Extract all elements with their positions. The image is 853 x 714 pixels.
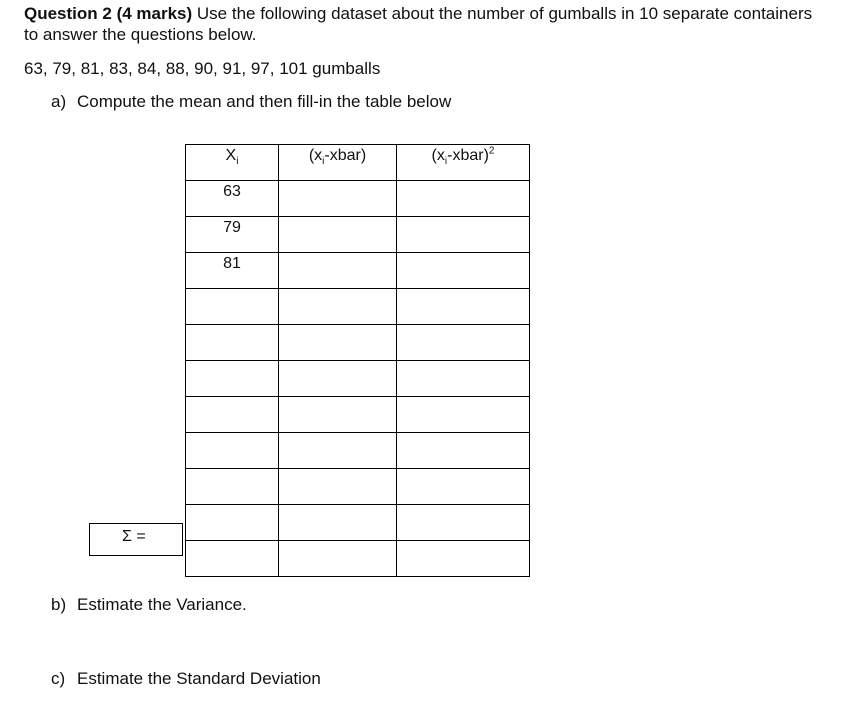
question-heading: Question 2 (4 marks) (24, 4, 193, 23)
table-header-row (186, 145, 530, 181)
squared-deviation-cell (397, 361, 530, 397)
part-b-label: b) (51, 595, 67, 614)
deviation-cell (279, 253, 397, 289)
part-b (51, 594, 247, 615)
table-row (186, 325, 530, 361)
header-deviation: $(x_i-xbar)$ (279, 145, 397, 181)
deviation-table (185, 144, 530, 577)
deviation-cell (279, 217, 397, 253)
xi-cell: 81 (186, 253, 279, 289)
table-row (186, 505, 530, 541)
part-c-text: Estimate the Standard Deviation (77, 669, 321, 688)
table-row (186, 361, 530, 397)
table-row (186, 181, 530, 217)
dataset-values: 63, 79, 81, 83, 84, 88, 90, 91, 97, 101 gumballs (24, 59, 381, 78)
sum-xi-cell (186, 541, 279, 577)
xi-cell (186, 325, 279, 361)
squared-deviation-cell (397, 469, 530, 505)
table-row (186, 433, 530, 469)
part-a-label: a) (51, 92, 67, 111)
deviation-cell (279, 397, 397, 433)
part-a (51, 91, 451, 112)
sum-squared-deviation-cell (397, 541, 530, 577)
xi-cell (186, 505, 279, 541)
deviation-cell (279, 433, 397, 469)
deviation-cell (279, 325, 397, 361)
header-squared-deviation: $(x_i-xbar)^2$ (397, 145, 530, 181)
xi-cell: 79 (186, 217, 279, 253)
table-row (186, 469, 530, 505)
question-prompt (24, 3, 824, 45)
deviation-cell (279, 181, 397, 217)
xi-cell (186, 361, 279, 397)
sum-row (186, 541, 530, 577)
table-row (186, 397, 530, 433)
part-a-text: Compute the mean and then fill-in the table below (77, 92, 452, 111)
squared-deviation-cell (397, 253, 530, 289)
deviation-cell (279, 289, 397, 325)
xi-cell (186, 469, 279, 505)
squared-deviation-cell (397, 325, 530, 361)
squared-deviation-cell (397, 397, 530, 433)
part-c-label: c) (51, 669, 66, 688)
table-row (186, 253, 530, 289)
deviation-cell (279, 469, 397, 505)
xi-cell (186, 433, 279, 469)
sum-label-cell (89, 523, 183, 556)
squared-deviation-cell (397, 505, 530, 541)
table-row (186, 217, 530, 253)
deviation-cell (279, 505, 397, 541)
sum-label: Σ = (122, 528, 146, 545)
xi-cell (186, 289, 279, 325)
part-b-text: Estimate the Variance. (77, 595, 247, 614)
header-xi: $X_i$ (186, 145, 279, 181)
sum-deviation-cell (279, 541, 397, 577)
squared-deviation-cell (397, 433, 530, 469)
squared-deviation-cell (397, 181, 530, 217)
question-text: Use the following dataset about the number of gumballs in 10 separate containers to answer the questions below. (24, 4, 813, 44)
squared-deviation-cell (397, 217, 530, 253)
xi-cell: 63 (186, 181, 279, 217)
deviation-cell (279, 361, 397, 397)
table-row (186, 289, 530, 325)
xi-cell (186, 397, 279, 433)
part-c (51, 668, 321, 689)
squared-deviation-cell (397, 289, 530, 325)
